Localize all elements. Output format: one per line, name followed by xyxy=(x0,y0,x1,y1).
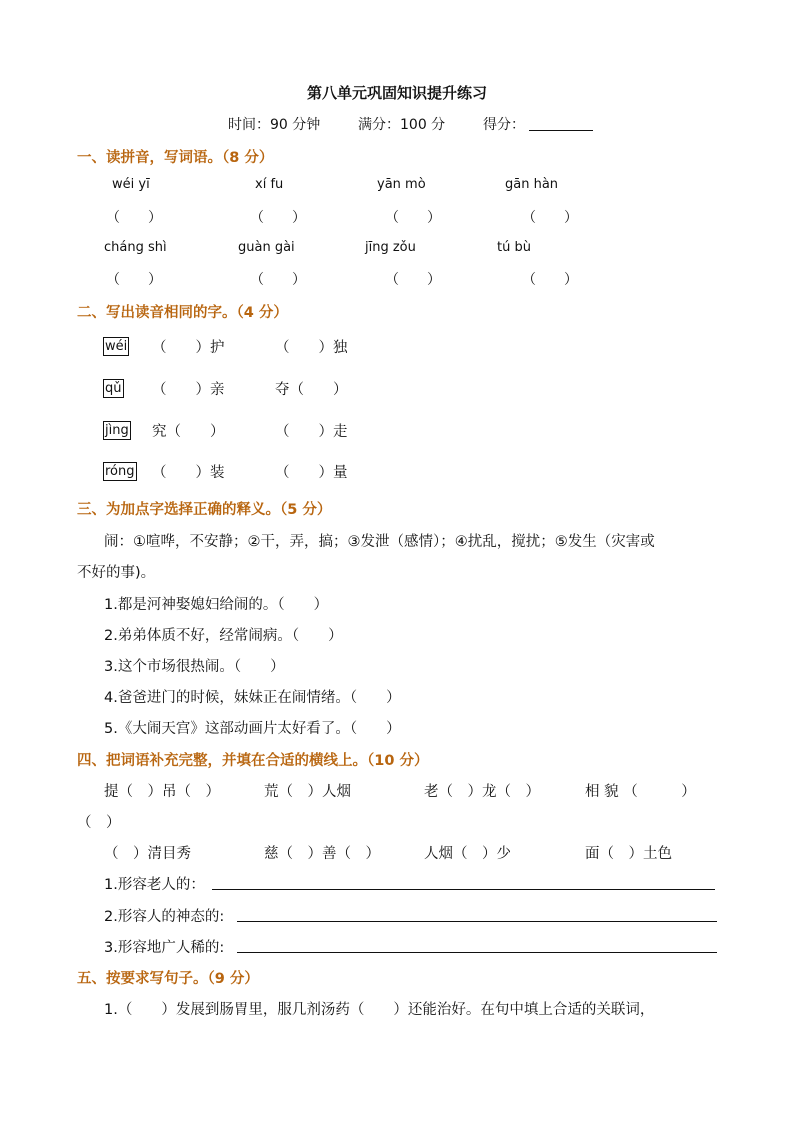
homophone-3a[interactable]: 究（ ） xyxy=(152,424,225,440)
idiom-2-2[interactable]: 慈（ ）善（ ） xyxy=(264,846,380,862)
homophone-4a[interactable]: （ ）装 xyxy=(152,465,225,481)
answer-box-1-3[interactable]: （ ） xyxy=(385,210,441,226)
answer-box-2-4[interactable]: （ ） xyxy=(522,272,578,288)
answer-box-2-1[interactable]: （ ） xyxy=(106,272,162,288)
score-blank[interactable] xyxy=(529,116,593,131)
idiom-2-4[interactable]: 面（ ）土色 xyxy=(585,846,672,862)
pinyin-2-1: cháng shì xyxy=(104,240,167,255)
section-1-heading: 一、读拼音，写词语。（8 分） xyxy=(77,150,274,166)
question-item-4[interactable]: 4.爸爸进门的时候，妹妹正在闹情绪。（ ） xyxy=(104,690,401,706)
pinyin-2-2: guàn gài xyxy=(238,240,295,255)
section-2-heading: 二、写出读音相同的字。（4 分） xyxy=(77,305,288,321)
homophone-1b[interactable]: （ ）独 xyxy=(275,340,348,356)
idiom-1-4-cont[interactable]: （ ） xyxy=(77,815,121,831)
idiom-1-4[interactable]: 相 貌 （ ） xyxy=(585,784,696,800)
question-item-3[interactable]: 3.这个市场很热闹。（ ） xyxy=(104,659,285,675)
idiom-1-1[interactable]: 提（ ）吊（ ） xyxy=(104,784,220,800)
fill-line-3[interactable] xyxy=(237,952,717,953)
sentence-question-1[interactable]: 1.（ ）发展到肠胃里，服几剂汤药（ ）还能治好。在句中填上合适的关联词， xyxy=(104,1002,655,1018)
homophone-3b[interactable]: （ ）走 xyxy=(275,424,348,440)
answer-box-1-4[interactable]: （ ） xyxy=(522,210,578,226)
idiom-1-2[interactable]: 荒（ ）人烟 xyxy=(264,784,351,800)
fill-line-label-2: 2.形容人的神态的: xyxy=(104,909,225,925)
homophone-1a[interactable]: （ ）护 xyxy=(152,340,225,356)
page-title: 第八单元巩固知识提升练习 xyxy=(306,84,487,102)
fill-line-1[interactable] xyxy=(212,889,715,890)
fill-line-label-3: 3.形容地广人稀的: xyxy=(104,940,225,956)
homophone-2b[interactable]: 夺（ ） xyxy=(275,382,348,398)
idiom-2-3[interactable]: 人烟（ ）少 xyxy=(424,846,511,862)
answer-box-2-2[interactable]: （ ） xyxy=(250,272,306,288)
answer-box-1-2[interactable]: （ ） xyxy=(250,210,306,226)
question-item-1[interactable]: 1.都是河神娶媳妇给闹的。（ ） xyxy=(104,597,329,613)
homophone-pinyin-3: jìng xyxy=(105,423,129,438)
score-field[interactable] xyxy=(483,114,593,134)
section-5-heading: 五、按要求写句子。（9 分） xyxy=(77,971,259,987)
pinyin-1-2: xí fu xyxy=(255,177,284,192)
score-label: 得分： xyxy=(483,117,525,133)
pinyin-1-1: wéi yī xyxy=(112,177,150,192)
time-limit: 时间：90 分钟 xyxy=(228,117,321,133)
question-item-5[interactable]: 5.《大闹天宫》这部动画片太好看了。（ ） xyxy=(104,721,401,737)
homophone-pinyin-1: wéi xyxy=(105,339,128,354)
definition-line-1: 闹：①喧哗，不安静；②干，弄，搞；③发泄（感情）；④扰乱，搅扰；⑤发生（灾害或 xyxy=(104,534,655,550)
homophone-4b[interactable]: （ ）量 xyxy=(275,465,348,481)
pinyin-1-4: gān hàn xyxy=(505,177,559,192)
answer-box-2-3[interactable]: （ ） xyxy=(385,272,441,288)
section-3-heading: 三、为加点字选择正确的释义。（5 分） xyxy=(77,502,332,518)
fill-line-label-1: 1.形容老人的： xyxy=(104,877,205,893)
homophone-pinyin-2: qǔ xyxy=(105,381,122,396)
idiom-1-3[interactable]: 老（ ）龙（ ） xyxy=(424,784,540,800)
homophone-2a[interactable]: （ ）亲 xyxy=(152,382,225,398)
question-item-2[interactable]: 2.弟弟体质不好，经常闹病。（ ） xyxy=(104,628,343,644)
full-score: 满分：100 分 xyxy=(358,117,446,133)
section-4-heading: 四、把词语补充完整，并填在合适的横线上。（10 分） xyxy=(77,753,429,769)
idiom-2-1[interactable]: （ ）清目秀 xyxy=(104,846,191,862)
answer-box-1-1[interactable]: （ ） xyxy=(106,210,162,226)
pinyin-2-4: tú bù xyxy=(497,240,531,255)
definition-line-2: 不好的事)。 xyxy=(77,565,156,581)
pinyin-1-3: yān mò xyxy=(377,177,426,192)
fill-line-2[interactable] xyxy=(237,921,717,922)
pinyin-2-3: jīng zǒu xyxy=(365,240,416,255)
homophone-pinyin-4: róng xyxy=(105,464,135,479)
